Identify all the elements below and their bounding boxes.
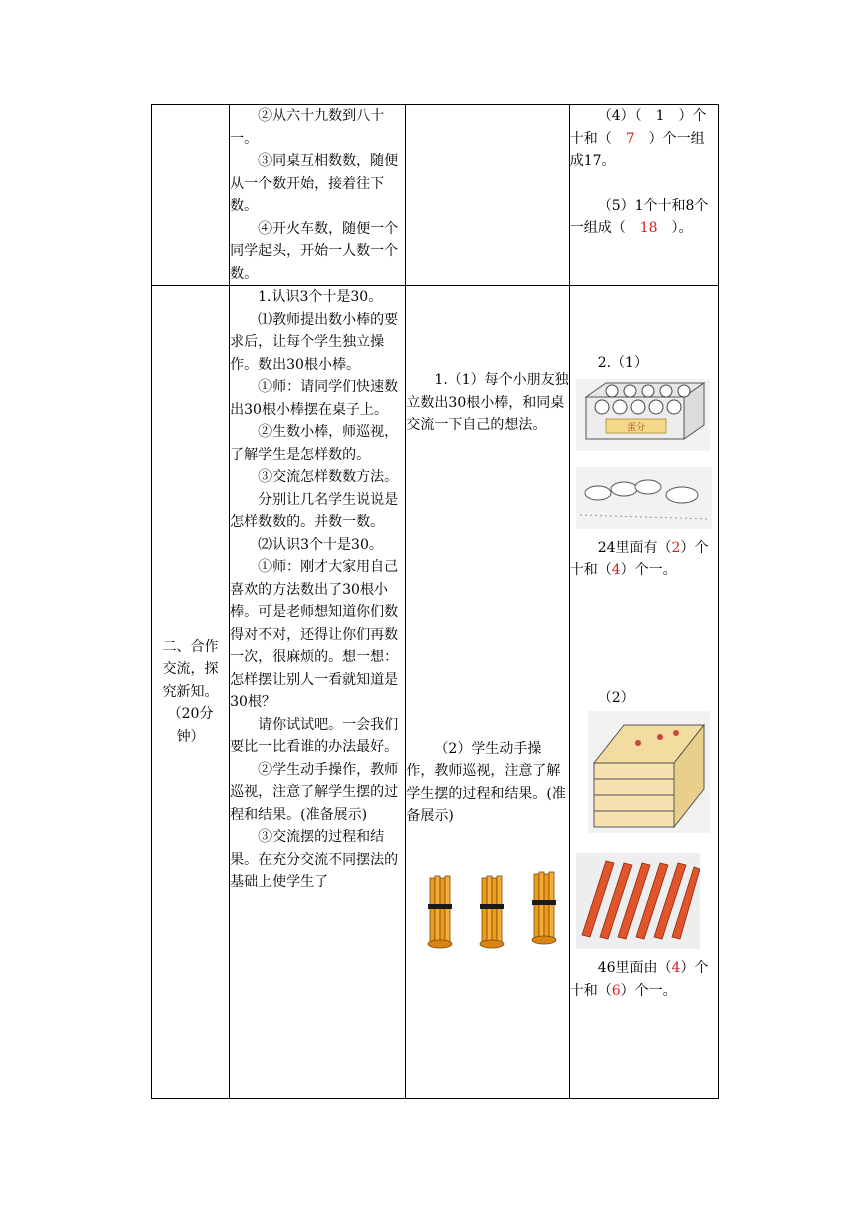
exercise-2b-label: （2） [597,689,635,706]
egg-box-image [576,379,710,451]
loose-eggs-image [576,467,712,529]
pencils-image [576,853,700,949]
answer: 7 [625,130,635,147]
exercise-cell [569,105,718,286]
answer: 6 [611,982,621,999]
exercise-cell [569,286,718,1099]
exercise-46: 46里面由（4）个十和（6）个一。 [569,960,709,999]
table-row [152,286,719,1099]
step-text: ②生数小棒，师巡视，了解学生是怎样数的。 [230,424,399,463]
stacked-boxes-image [588,711,710,833]
step-text: ③交流摆的过程和结果。在充分交流不同摆法的基础上使学生了 [230,829,399,890]
answer: 4 [611,562,621,578]
answer: 4 [671,960,681,976]
student-step-2: （2）学生动手操作，教师巡视，注意了解学生摆的过程和结果。(准备展示) [406,740,566,824]
exercise-4: （4）（ 1 ）个十和（ 7 ）个一组成17。 [569,108,707,169]
stick-bundle-icon [428,876,452,948]
step-text: ③交流怎样数数方法。 [258,469,399,485]
table-row [152,105,719,286]
step-text: ⑵认识3个十是30。 [258,536,383,553]
teacher-activity-cell [230,286,406,1099]
lesson-plan-table [151,104,719,1099]
step-text: 请你试试吧。一会我们要比一比看谁的办法最好。 [230,716,399,755]
step-text: ①师：请同学们快速数出30根小棒摆在桌子上。 [230,379,399,418]
exercise-24: 24里面有（2）个十和（4）个一。 [569,539,709,578]
step-text: ②学生动手操作，教师巡视，注意了解学生摆的过程和结果。(准备展示) [230,761,399,823]
answer: 1 [655,108,665,124]
stick-bundle-icon [480,876,504,948]
step-text: ②从六十九数到八十一。 [230,108,385,147]
exercise-5: （5）1个十和8个一组成（ 18 ）。 [569,197,709,236]
box-label: 蛋分 [626,422,645,433]
student-step-1: 1.（1）每个小朋友独立数出30根小棒，和同桌交流一下自己的想法。 [406,372,569,433]
stage-cell [152,286,230,1099]
answer: 2 [671,539,681,556]
exercise-2-label: 2.（1） [597,355,648,371]
stick-bundles-image [418,870,568,950]
answer: 18 [639,220,658,236]
step-text: ①师：刚才大家用自己喜欢的方法数出了30根小棒。可是老师想知道你们数得对不对，还得让你们再数一次，很麻烦的。想一想：怎样摆让别人一看就知道是30根？ [230,559,399,710]
stick-bundle-icon [532,872,556,944]
stage-cell-empty [152,105,230,286]
teacher-activity-cell [230,105,406,286]
step-text: 1.认识3个十是30。 [258,289,383,305]
step-text: ⑴教师提出数小棒的要求后，让每个学生独立操作。数出30根小棒。 [230,311,399,373]
step-text: ④开火车数，随便一个同学起头，开始一人数一个数。 [230,220,399,282]
step-text: 分别让几名学生说说是怎样数数的。并数一数。 [230,491,399,530]
step-text: ③同桌互相数数，随便从一个数开始，接着往下数。 [230,153,399,214]
stage-title: 二、合作交流，探究新知。（20分钟） [162,638,219,745]
student-activity-cell-empty [406,105,569,286]
student-activity-cell [406,286,569,1099]
